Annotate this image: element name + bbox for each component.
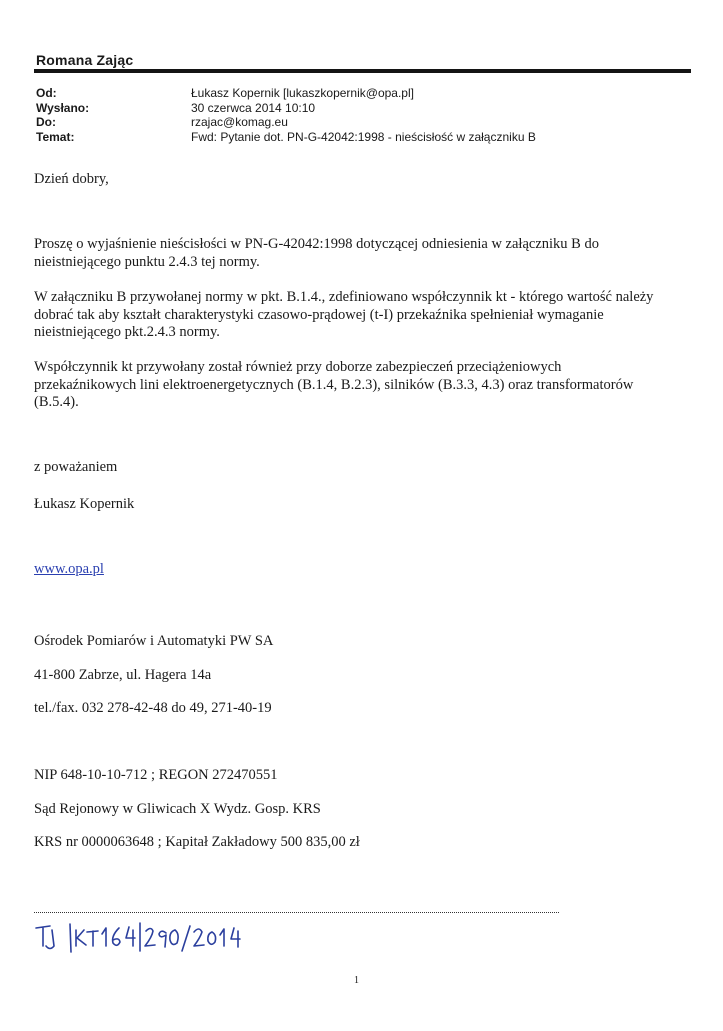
paragraph-2-line-1: W załączniku B przywołanej normy w pkt. B.1.4., zdefiniowano współczynnik kt - którego wartość należy xyxy=(34,289,654,305)
sent-label: Wysłano: xyxy=(36,100,90,115)
header-rule xyxy=(34,69,691,73)
nip-regon: NIP 648-10-10-712 ; REGON 272470551 xyxy=(34,767,278,783)
email-header-fields xyxy=(36,86,676,144)
paragraph-1-line-2: nieistniejącego punktu 2.4.3 tej normy. xyxy=(34,253,260,270)
paragraph-3-line-1: Współczynnik kt przywołany został również przy doborze zabezpieczeń przeciążeniowych xyxy=(34,359,562,375)
subject-value: Fwd: Pytanie dot. PN-G-42042:1998 - nieścisłość w załączniku B xyxy=(191,129,536,144)
dotted-separator xyxy=(34,912,559,913)
from-value: Łukasz Kopernik [lukaszkopernik@opa.pl] xyxy=(191,86,414,100)
to-value: rzajac@komag.eu xyxy=(191,115,288,129)
header-row-to xyxy=(36,115,676,130)
signature-name: Łukasz Kopernik xyxy=(34,496,135,512)
company-name: Ośrodek Pomiarów i Automatyki PW SA xyxy=(34,633,274,649)
website-link[interactable]: www.opa.pl xyxy=(34,561,104,577)
paragraph-2-line-2: dobrać tak aby kształt charakterystyki czasowo-prądowej (t-I) przekaźnika spełnieniał wymaganie xyxy=(34,306,604,323)
company-address: 41-800 Zabrze, ul. Hagera 14a xyxy=(34,667,212,683)
paragraph-1 xyxy=(34,236,694,271)
paragraph-2 xyxy=(34,289,694,342)
page-number: 1 xyxy=(354,975,359,986)
website-link-row xyxy=(34,561,694,579)
company-phone: tel./fax. 032 278-42-48 do 49, 271-40-19 xyxy=(34,700,272,716)
header-row-from xyxy=(36,86,676,101)
to-label: Do: xyxy=(36,115,56,129)
closing: z poważaniem xyxy=(34,459,118,475)
from-label: Od: xyxy=(36,86,57,100)
paragraph-2-line-3: nieistniejącego pkt.2.4.3 normy. xyxy=(34,324,220,340)
paragraph-3-line-3: (B.5.4). xyxy=(34,394,79,410)
header-row-subject xyxy=(36,130,676,145)
paragraph-1-line-1: Proszę o wyjaśnienie nieścisłości w PN-G-42042:1998 dotyczącej odniesienia w załączniku B do xyxy=(34,236,599,252)
greeting: Dzień dobry, xyxy=(34,171,109,187)
court-registry: Sąd Rejonowy w Gliwicach X Wydz. Gosp. KRS xyxy=(34,801,321,817)
sent-value: 30 czerwca 2014 10:10 xyxy=(191,100,316,115)
paragraph-3-line-2: przekaźnikowych lini elektroenergetycznych (B.1.4, B.2.3), silników (B.3.3, 4.3) oraz transformatorów xyxy=(34,376,634,393)
krs-capital: KRS nr 0000063648 ; Kapitał Zakładowy 500 835,00 zł xyxy=(34,834,360,850)
sender-name: Romana Zając xyxy=(36,52,134,68)
header-row-sent xyxy=(36,101,676,116)
subject-label: Temat: xyxy=(36,129,75,144)
handwritten-reference-note xyxy=(34,918,264,958)
paragraph-3 xyxy=(34,359,694,412)
